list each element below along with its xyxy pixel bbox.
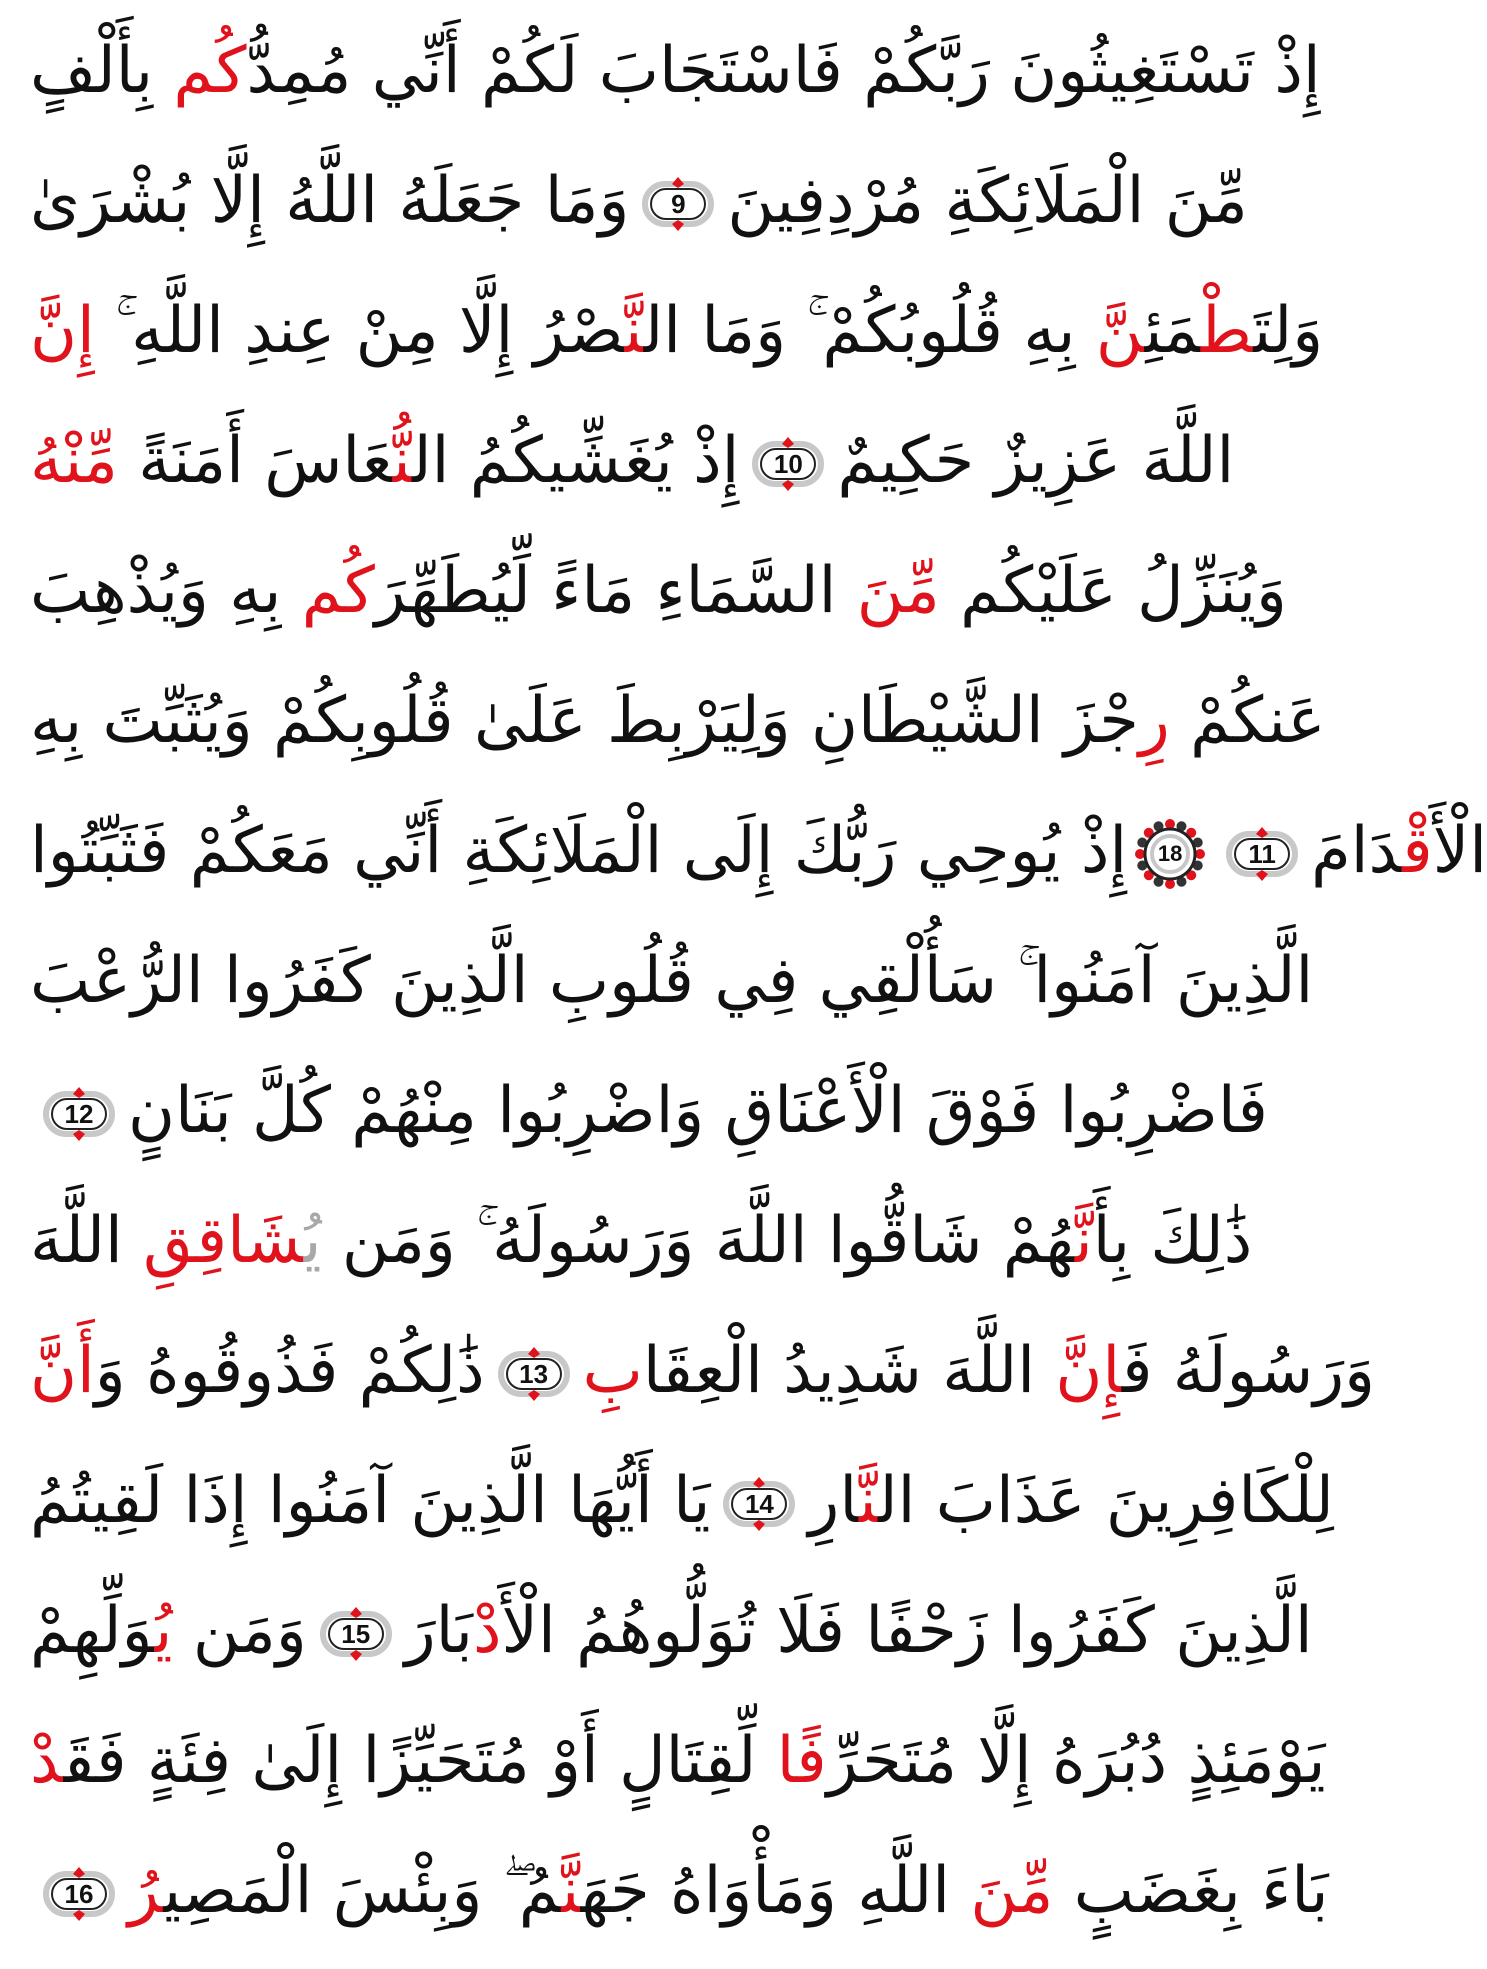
verse-line bbox=[30, 662, 1326, 780]
tajweed-highlight: رِ bbox=[1138, 684, 1170, 758]
ayah-number-marker bbox=[317, 1606, 395, 1662]
verse-line-text bbox=[30, 922, 1313, 1040]
verse-text: صْرُ إِلَّا مِنْ عِندِ اللَّهِ ۚ bbox=[94, 294, 625, 368]
ayah-number: 12 bbox=[64, 1099, 94, 1130]
verse-line bbox=[30, 1312, 1376, 1430]
verse-text: الْأَ bbox=[1432, 814, 1487, 888]
ayah-number: 11 bbox=[1248, 839, 1276, 870]
verse-text: السَّمَاءِ مَاءً لِّيُطَهِّرَ bbox=[374, 554, 857, 628]
tajweed-highlight: يُ bbox=[303, 1204, 342, 1278]
ayah-number: 15 bbox=[341, 1619, 371, 1650]
verse-line bbox=[30, 272, 1324, 390]
tajweed-highlight: دْ bbox=[30, 1724, 64, 1798]
verse-line bbox=[30, 1832, 1329, 1950]
ayah-number: 9 bbox=[671, 189, 686, 220]
tajweed-highlight: قْ bbox=[1402, 814, 1433, 888]
tajweed-highlight: إِنَّ bbox=[1055, 1334, 1122, 1408]
verse-line bbox=[30, 1702, 1326, 1820]
verse-line bbox=[30, 532, 1287, 650]
verse-text: اللَّهِ وَمَأْوَاهُ جَهَ bbox=[580, 1854, 971, 1928]
tajweed-highlight: نَّ bbox=[858, 1464, 879, 1538]
tajweed-highlight: إِنَّ bbox=[30, 294, 95, 368]
verse-text: ارِ bbox=[808, 1464, 859, 1538]
verse-text: ذَٰلِكُمْ فَذُوقُوهُ وَ bbox=[94, 1334, 485, 1408]
verse-text: إِذْ تَسْتَغِيثُونَ رَبَّكُمْ فَاسْتَجَابَ لَكُمْ أَنِّي مُمِدُّ bbox=[246, 34, 1321, 108]
verse-text: مُ ۖ وَبِئْسَ الْمَصِي bbox=[163, 1854, 562, 1928]
verse-line bbox=[30, 1052, 1268, 1170]
verse-text: يَوْمَئِذٍ دُبُرَهُ إِلَّا مُتَحَرِّ bbox=[826, 1724, 1326, 1798]
verse-text: جْزَ الشَّيْطَانِ وَلِيَرْبِطَ عَلَىٰ قُلُوبِكُمْ وَيُثَبِّتَ بِهِ bbox=[30, 684, 1139, 758]
verse-text: إِذْ يُغَشِّيكُمُ ال bbox=[412, 424, 740, 498]
tajweed-highlight: كُم bbox=[301, 554, 375, 628]
verse-text: اللَّهَ bbox=[30, 1204, 144, 1278]
verse-text: بَارَ bbox=[404, 1594, 473, 1668]
verse-text: بِأَلْفٍ bbox=[30, 34, 174, 108]
verse-line-text bbox=[30, 532, 1287, 650]
verse-line bbox=[30, 1442, 1334, 1560]
verse-text: عَنكُمْ bbox=[1169, 684, 1326, 758]
verse-text: لِّقِتَالٍ أَوْ مُتَحَيِّزًا إِلَىٰ فِئَةٍ فَقَ bbox=[63, 1724, 777, 1798]
verse-text: وَلِتَ bbox=[1253, 294, 1324, 368]
verse-text: عَاسَ أَمَنَةً bbox=[117, 424, 393, 498]
ayah-number: 14 bbox=[744, 1489, 774, 1520]
verse-text: مِّنَ الْمَلَائِكَةِ مُرْدِفِينَ bbox=[727, 164, 1248, 238]
tajweed-highlight: كُم bbox=[173, 34, 247, 108]
tajweed-highlight: مِّنَ bbox=[856, 554, 940, 628]
tajweed-highlight: نَّ bbox=[1095, 294, 1145, 368]
hizb-marker bbox=[1133, 817, 1207, 891]
ayah-number-marker bbox=[639, 176, 717, 232]
verse-line-text bbox=[30, 1572, 1313, 1690]
verse-text: ذَٰلِكَ بِأَ bbox=[1092, 1204, 1253, 1278]
ayah-number: 10 bbox=[773, 449, 803, 480]
verse-line bbox=[30, 142, 1248, 260]
verse-text: مَئِ bbox=[1144, 294, 1201, 368]
tajweed-highlight: نَّ bbox=[1074, 1204, 1093, 1278]
tajweed-highlight: شَاقِقِ bbox=[143, 1204, 304, 1278]
verse-text: بِهِ وَيُذْهِبَ bbox=[30, 554, 302, 628]
tajweed-highlight: رُ bbox=[128, 1854, 164, 1928]
tajweed-highlight: نَّ bbox=[561, 1854, 581, 1928]
verse-line bbox=[30, 402, 1235, 520]
ayah-number-marker bbox=[40, 1866, 118, 1922]
tajweed-highlight: أَنَّ bbox=[30, 1334, 95, 1408]
verse-line-text bbox=[30, 142, 1248, 260]
ayah-number-marker bbox=[749, 436, 827, 492]
tajweed-highlight: نُّ bbox=[392, 424, 413, 498]
verse-line-text bbox=[30, 792, 1487, 910]
verse-text: وَمَن bbox=[192, 1594, 307, 1668]
tajweed-highlight: فًا bbox=[776, 1724, 827, 1798]
verse-text: اللَّهَ عَزِيزٌ حَكِيمٌ bbox=[837, 424, 1235, 498]
verse-text: دَامَ bbox=[1311, 814, 1403, 888]
verse-text: وَلِّهِمْ bbox=[30, 1594, 155, 1668]
verse-line-text bbox=[30, 1312, 1375, 1430]
verse-line bbox=[30, 12, 1321, 130]
ayah-number-marker bbox=[720, 1476, 798, 1532]
verse-text: لِلْكَافِرِينَ عَذَابَ ال bbox=[878, 1464, 1334, 1538]
verse-text: فَاضْرِبُوا فَوْقَ الْأَعْنَاقِ وَاضْرِبُوا مِنْهُمْ كُلَّ بَنَانٍ bbox=[128, 1074, 1268, 1148]
verse-line-text bbox=[30, 1702, 1326, 1820]
ayah-number: 13 bbox=[519, 1359, 549, 1390]
tajweed-highlight: طْ bbox=[1200, 294, 1254, 368]
ayah-number-marker bbox=[495, 1346, 573, 1402]
verse-text: بِهِ قُلُوبُكُمْ ۚ وَمَا ال bbox=[643, 294, 1096, 368]
verse-text: وَيُنَزِّلُ عَلَيْكُم bbox=[939, 554, 1287, 628]
verse-line bbox=[30, 1572, 1313, 1690]
tajweed-highlight: مِّنَ bbox=[970, 1854, 1054, 1928]
verse-line-text bbox=[30, 402, 1234, 520]
verse-line-text bbox=[30, 1052, 1268, 1170]
verse-line-text bbox=[30, 1182, 1252, 1300]
verse-text: بَاءَ بِغَضَبٍ bbox=[1053, 1854, 1329, 1928]
tajweed-highlight: يُ bbox=[154, 1594, 193, 1668]
verse-line bbox=[30, 792, 1487, 910]
verse-text: الَّذِينَ كَفَرُوا زَحْفًا فَلَا تُوَلُّوهُمُ الْأَ bbox=[501, 1594, 1313, 1668]
verse-text: وَرَسُولَهُ فَ bbox=[1121, 1334, 1376, 1408]
verse-text: إِذْ يُوحِي رَبُّكَ إِلَى الْمَلَائِكَةِ أَنِّي مَعَكُمْ فَثَبِّتُوا bbox=[30, 814, 1128, 888]
hizb-number: 18 bbox=[1157, 841, 1183, 867]
tajweed-highlight: نَّ bbox=[624, 294, 644, 368]
ayah-number: 16 bbox=[64, 1879, 94, 1910]
tajweed-highlight: دْ bbox=[472, 1594, 502, 1668]
verse-line-text bbox=[30, 1442, 1334, 1560]
verse-text: اللَّهَ شَدِيدُ الْعِقَا bbox=[642, 1334, 1056, 1408]
verse-text: الَّذِينَ آمَنُوا ۚ سَأُلْقِي فِي قُلُوبِ الَّذِينَ كَفَرُوا الرُّعْبَ bbox=[30, 944, 1314, 1018]
verse-line-text bbox=[30, 1832, 1329, 1950]
tajweed-highlight: مِّنْهُ bbox=[30, 424, 118, 498]
verse-line-text bbox=[30, 12, 1321, 130]
verse-line bbox=[30, 922, 1314, 1040]
verse-text: هُمْ شَاقُّوا اللَّهَ وَرَسُولَهُ ۚ وَمَن bbox=[341, 1204, 1075, 1278]
verse-line bbox=[30, 1182, 1253, 1300]
verse-line-text bbox=[30, 272, 1323, 390]
verse-text: يَا أَيُّهَا الَّذِينَ آمَنُوا إِذَا لَقِيتُمُ bbox=[30, 1464, 711, 1538]
verse-text: وَمَا جَعَلَهُ اللَّهُ إِلَّا بُشْرَىٰ bbox=[30, 164, 630, 238]
verse-line-text bbox=[30, 662, 1326, 780]
tajweed-highlight: بِ bbox=[582, 1334, 643, 1408]
ayah-number-marker bbox=[40, 1086, 118, 1142]
ayah-number-marker bbox=[1223, 826, 1301, 882]
